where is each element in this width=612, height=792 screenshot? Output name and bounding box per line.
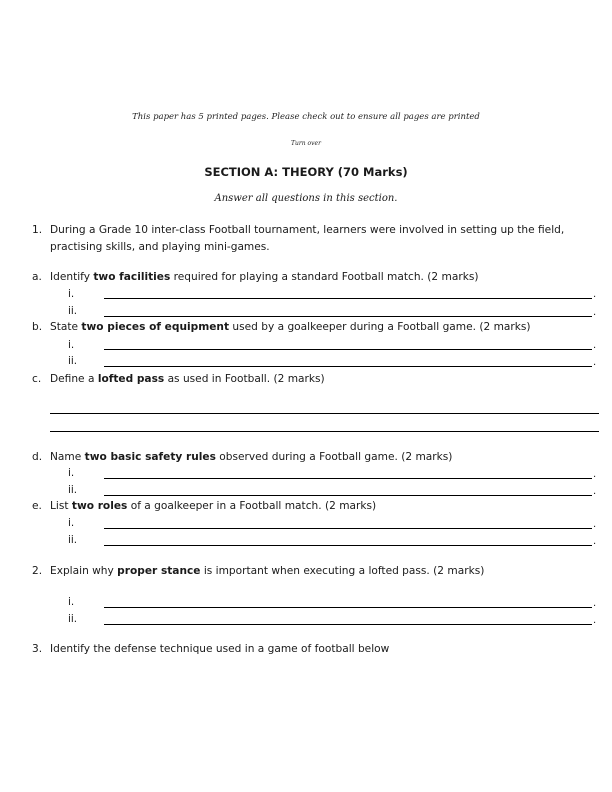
turn-over-note: Turn over: [291, 140, 321, 147]
section-title: SECTION A: THEORY (70 Marks): [204, 165, 408, 179]
part-e-ii-label: ii.: [68, 534, 78, 546]
part-a-i-label: i.: [68, 288, 75, 300]
part-a-text: Identify two facilities required for playing a standard Football match. (2 marks): [50, 271, 479, 283]
line-end-dot: .: [593, 598, 597, 609]
question-2-answer-line-1[interactable]: [104, 607, 592, 608]
part-b-letter: b.: [32, 321, 43, 333]
part-a-answer-line-1[interactable]: [104, 298, 592, 299]
part-d-answer-line-2[interactable]: [104, 495, 592, 496]
part-b-i-label: i.: [68, 339, 75, 351]
part-e-letter: e.: [32, 500, 42, 512]
part-c-text: Define a lofted pass as used in Football. (2 marks): [50, 373, 325, 385]
question-3-text: Identify the defense technique used in a game of football below: [50, 643, 390, 655]
part-a-answer-line-2[interactable]: [104, 316, 592, 317]
line-end-dot: .: [593, 469, 597, 480]
part-d-ii-label: ii.: [68, 484, 78, 496]
line-end-dot: .: [593, 615, 597, 626]
part-d-letter: d.: [32, 451, 43, 463]
part-b-ii-label: ii.: [68, 355, 78, 367]
question-2-text: Explain why proper stance is important when executing a lofted pass. (2 marks): [50, 565, 485, 577]
question-1-stem: During a Grade 10 inter-class Football tournament, learners were involved in setting up the field, practising skills, and playing mini-games.: [50, 224, 565, 253]
question-3-number: 3.: [32, 643, 43, 655]
part-e-i-label: i.: [68, 517, 75, 529]
question-2-ii-label: ii.: [68, 613, 78, 625]
part-b-answer-line-1[interactable]: [104, 349, 592, 350]
line-end-dot: .: [593, 536, 597, 547]
line-end-dot: .: [593, 307, 597, 318]
part-e-text: List two roles of a goalkeeper in a Football match. (2 marks): [50, 500, 377, 512]
part-c-letter: c.: [32, 373, 42, 385]
part-a-letter: a.: [32, 271, 42, 283]
part-e-answer-line-2[interactable]: [104, 545, 592, 546]
part-b-text: State two pieces of equipment used by a goalkeeper during a Football game. (2 marks): [50, 321, 531, 333]
part-b-answer-line-2[interactable]: [104, 366, 592, 367]
question-2-i-label: i.: [68, 596, 75, 608]
part-d-text: Name two basic safety rules observed during a Football game. (2 marks): [50, 451, 453, 463]
question-2-answer-line-2[interactable]: [104, 624, 592, 625]
line-end-dot: .: [593, 357, 597, 368]
question-1-number: 1.: [32, 224, 43, 236]
part-c-answer-line-2[interactable]: [50, 431, 599, 432]
part-d-answer-line-1[interactable]: [104, 478, 592, 479]
question-2-number: 2.: [32, 565, 43, 577]
line-end-dot: .: [593, 340, 597, 351]
part-d-i-label: i.: [68, 467, 75, 479]
line-end-dot: .: [593, 486, 597, 497]
part-e-answer-line-1[interactable]: [104, 528, 592, 529]
line-end-dot: .: [593, 519, 597, 530]
pages-note: This paper has 5 printed pages. Please check out to ensure all pages are printed: [132, 112, 480, 122]
part-a-ii-label: ii.: [68, 305, 78, 317]
part-c-answer-line-1[interactable]: [50, 413, 599, 414]
section-instruction: Answer all questions in this section.: [214, 193, 398, 204]
line-end-dot: .: [593, 289, 597, 300]
